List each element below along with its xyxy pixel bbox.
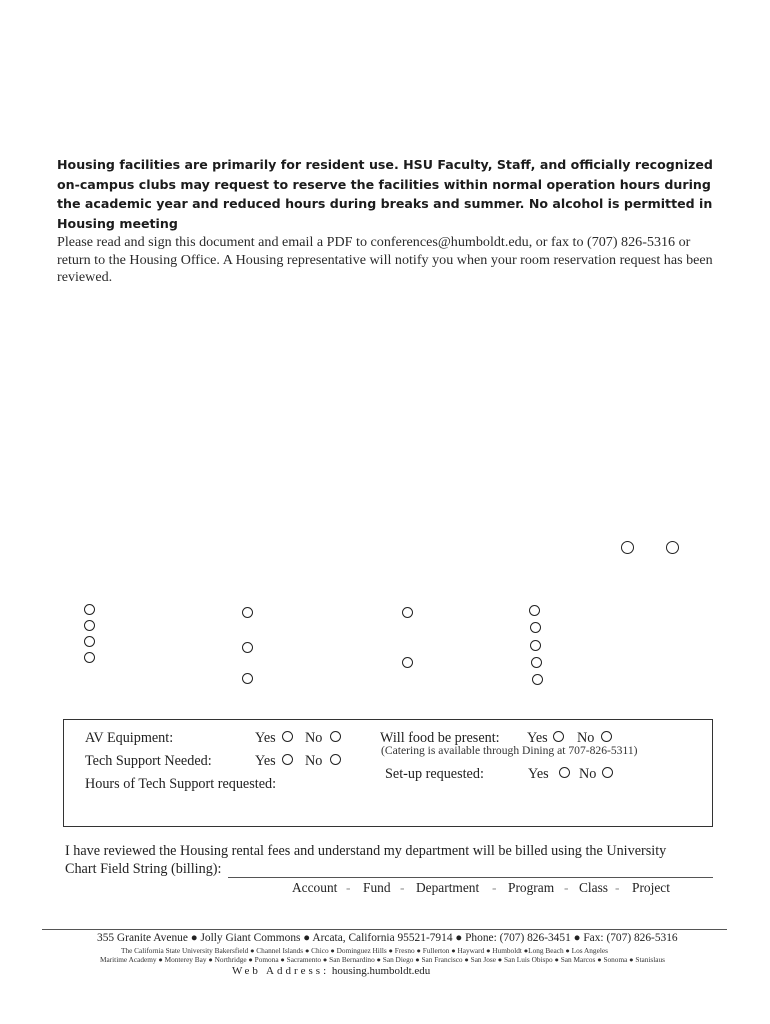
footer-divider — [42, 929, 727, 930]
option-radio-c1-r4[interactable] — [84, 652, 95, 663]
billing-statement: I have reviewed the Housing rental fees and understand my department will be billed using the University — [65, 843, 667, 859]
catering-note: (Catering is available through Dining at 707-826-5311) — [381, 744, 638, 757]
field-department: Department — [416, 880, 480, 895]
option-radio-c4-r3[interactable] — [530, 640, 541, 651]
field-separator: - — [492, 880, 497, 895]
option-radio-c1-r1[interactable] — [84, 604, 95, 615]
tech-yes-label: Yes — [255, 753, 276, 769]
option-radio-c1-r2[interactable] — [84, 620, 95, 631]
food-yes-label: Yes — [527, 730, 548, 746]
option-radio-c2-r3[interactable] — [242, 673, 253, 684]
setup-label: Set-up requested: — [385, 766, 484, 782]
field-separator: - — [400, 880, 405, 895]
chart-field-label: Chart Field String (billing): — [65, 861, 222, 877]
option-radio-c4-r5[interactable] — [532, 674, 543, 685]
option-radio-c2-r2[interactable] — [242, 642, 253, 653]
field-separator: - — [346, 880, 351, 895]
setup-yes-radio[interactable] — [559, 767, 570, 778]
tech-support-label: Tech Support Needed: — [85, 753, 212, 769]
setup-yes-label: Yes — [528, 766, 549, 782]
field-program: Program — [508, 880, 555, 895]
footer-csu-campuses: The California State University Bakersfield ● Channel Islands ● Chico ● Dominguez Hills ● Fresno ● Fullerton ● Hayward ● Humboldt ●Long Beach ● Los Angeles — [121, 946, 608, 955]
food-label: Will food be present: — [380, 730, 500, 746]
option-radio-c1-r3[interactable] — [84, 636, 95, 647]
option-radio-c3-r2[interactable] — [402, 657, 413, 668]
av-no-label: No — [305, 730, 323, 746]
field-separator: - — [615, 880, 620, 895]
field-account: Account — [292, 880, 338, 895]
av-no-radio[interactable] — [330, 731, 341, 742]
av-equipment-label: AV Equipment: — [85, 730, 174, 746]
food-no-radio[interactable] — [601, 731, 612, 742]
footer-web-label: Web Address: — [232, 965, 330, 977]
top-option-radio-2[interactable] — [666, 541, 679, 554]
food-yes-radio[interactable] — [553, 731, 564, 742]
setup-no-label: No — [579, 766, 597, 782]
option-radio-c4-r1[interactable] — [529, 605, 540, 616]
footer-csu-campuses-cont: Maritime Academy ● Monterey Bay ● Northridge ● Pomona ● Sacramento ● San Bernardino ● San Diego ● San Francisco ● San Jose ● San Luis Obispo ● San Marcos ● Sonoma ● Stanislaus — [100, 955, 666, 964]
tech-hours-label: Hours of Tech Support requested: — [85, 776, 277, 792]
submission-instructions: Please read and sign this document and email a PDF to conferences@humboldt.edu, or fax to (707) 826-5316 or return to the Housing Office. A Housing representative will notify you when your room reservation request has been reviewed. — [57, 234, 713, 285]
footer-address: 355 Granite Avenue ● Jolly Giant Commons ● Arcata, California 95521-7914 ● Phone: (707) 826-3451 ● Fax: (707) 826-5316 — [97, 932, 678, 944]
field-class: Class — [579, 880, 609, 895]
food-no-label: No — [577, 730, 595, 746]
top-option-radio-1[interactable] — [621, 541, 634, 554]
av-yes-label: Yes — [255, 730, 276, 746]
field-separator: - — [564, 880, 569, 895]
tech-no-radio[interactable] — [330, 754, 341, 765]
option-radio-c2-r1[interactable] — [242, 607, 253, 618]
tech-no-label: No — [305, 753, 323, 769]
setup-no-radio[interactable] — [602, 767, 613, 778]
option-radio-c4-r2[interactable] — [530, 622, 541, 633]
tech-yes-radio[interactable] — [282, 754, 293, 765]
field-project: Project — [632, 880, 670, 895]
option-radio-c4-r4[interactable] — [531, 657, 542, 668]
av-yes-radio[interactable] — [282, 731, 293, 742]
footer-web-link[interactable]: housing.humboldt.edu — [331, 965, 431, 977]
option-radio-c3-r1[interactable] — [402, 607, 413, 618]
policy-statement: Housing facilities are primarily for resident use. HSU Faculty, Staff, and officially recognized on-campus clubs may request to reserve the facilities within normal operation hours during the academic year and reduced hours during breaks and summer. No alcohol is permitted in Housing meeting — [57, 157, 713, 231]
chart-field-input-line[interactable] — [228, 877, 713, 878]
field-fund: Fund — [363, 880, 391, 895]
